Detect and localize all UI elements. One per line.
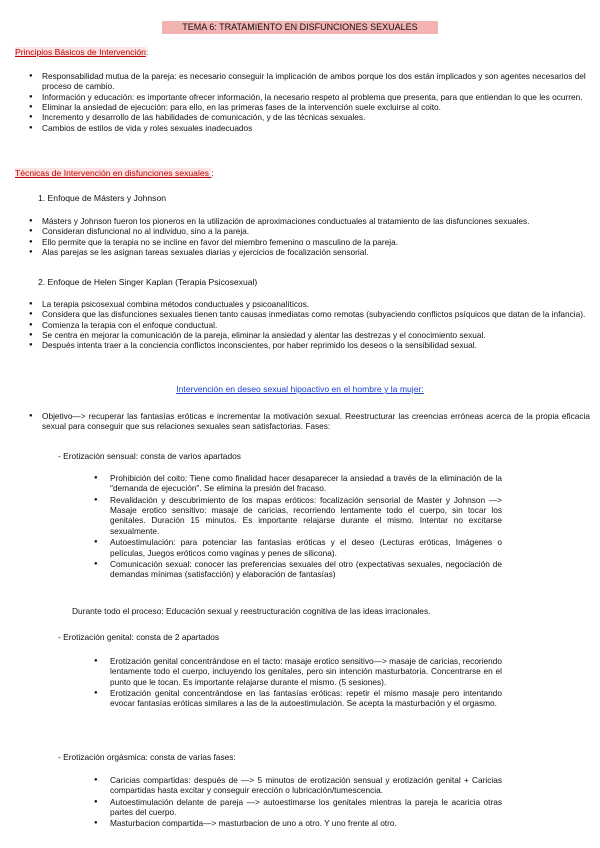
tecnicas-heading-colon: : — [211, 168, 214, 178]
kaplan-subheading: 2. Enfoque de Helen Singer Kaplan (Terapia Psicosexual) — [38, 277, 258, 287]
masters-subheading: 1. Enfoque de Másters y Johnson — [38, 193, 167, 203]
deseo-heading-colon: : — [421, 384, 424, 394]
page-title: TEMA 6: TRATAMIENTO EN DISFUNCIONES SEXUALES — [162, 21, 438, 34]
tecnicas-heading-text: Técnicas de Intervención en disfunciones sexuales — [15, 168, 212, 178]
genital-list — [92, 656, 502, 710]
list-item: ● Erotización genital concentrándose en el tacto: masaje erotico sensitivo—> masaje de caricias, recoriendo lentamente todo el cuerpo, incluyendo los genitales, pero sin intención masturbatoria. Concentrarse en el punto que le tocan. Es importante relajarse durante el mismo. (5 sesiones). — [92, 656, 502, 687]
list-item: ● Responsabilidad mutua de la pareja: es necesario conseguir la implicación de ambos porque los dos están implicados y son agentes necesarios del proceso de cambio. — [28, 71, 588, 92]
sensual-label: - Erotización sensual: consta de varios apartados — [58, 451, 241, 461]
list-item: ● Objetivo—> recuperar las fantasías eróticas e incrementar la motivación sexual. Reestructurar las creencias erróneas acerca de la propia eficacia sexual para conseguir que sus relaciones sexuales sean satisfactorias. Fases: — [28, 411, 590, 432]
list-item: ● Se centra en mejorar la comunicación de la pareja, eliminar la ansiedad y alentar las destrezas y el conocimiento sexual. — [28, 330, 588, 340]
list-item: ● Autoestimulación: para potenciar las fantasías eróticas y el deseo (Lecturas eróticas, Imágenes o películas, Juegos eróticos como vaginas y penes de silicona). — [92, 537, 502, 558]
principios-heading-text: Principios Básicos de Intervención — [15, 47, 146, 57]
list-item: ● Considera que las disfunciones sexuales tienen tanto causas inmediatas como remotas (subyaciendo conflictos psíquicos que datan de la infancia). — [28, 309, 588, 319]
list-item: ● Eliminar la ansiedad de ejecución: para ello, en las primeras fases de la intervención suele excluirse al coito. — [28, 102, 588, 112]
list-item: ● La terapia psicosexual combina métodos conductuales y psicoanalíticos. — [28, 299, 588, 309]
tecnicas-heading — [15, 168, 214, 179]
genital-label: - Erotización genital: consta de 2 apartados — [58, 632, 220, 642]
principios-list — [28, 71, 588, 133]
durante-note: Durante todo el proceso: Educación sexual y reestructuración cognitiva de las ideas irracionales. — [72, 606, 431, 616]
list-item: ● Prohibición del coito: Tiene como finalidad hacer desaparecer la ansiedad a través de la eliminación de la "demanda de ejecución". Se elimina la presión del fracaso. — [92, 473, 502, 494]
list-item: ● Incremento y desarrollo de las habilidades de comunicación, y de las técnicas sexuales. — [28, 112, 588, 122]
orgasmica-list — [92, 775, 502, 830]
list-item: ● Comienza la terapia con el enfoque conductual. — [28, 320, 588, 330]
list-item: ● Erotización genital concentrándose en las fantasías eróticas: repetir el mismo masaje pero intentando evocar fantasías eróticas similares a las de la autoestimulación. Se acepta la masturbación y el orgasmo. — [92, 688, 502, 709]
list-item: ● Alas parejas se les asignan tareas sexuales diarias y ejercicios de focalización sensorial. — [28, 247, 588, 257]
sensual-list — [92, 473, 502, 581]
objetivo-list — [28, 411, 590, 432]
masters-list — [28, 216, 588, 257]
principios-heading — [15, 47, 148, 58]
list-item: ● Cambios de estilos de vida y roles sexuales inadecuados — [28, 123, 588, 133]
list-item: ● Comunicación sexual: conocer las preferencias sexuales del otro (expectativas sexuales, negociación de demandas mínimas (satisfacción) y elaboración de fantasías) — [92, 559, 502, 580]
list-item: ● Revalidación y descubrimiento de los mapas eróticos: focalización sensorial de Master y Johnson —> Masaje erotico sensitivo: masaje de caricias, recorriendo lentamente todo el cuerpo, sin tocar los genitales. Duración 15 minutos. Es importante relajarse durante el mismo. Intentar no excitarse sexualmente. — [92, 495, 502, 536]
principios-heading-colon: : — [145, 47, 149, 57]
list-item: ● Información y educación: es importante ofrecer información, la necesario respeto al problema que presenta, para que entiendan lo que les ocurren. — [28, 92, 588, 102]
list-item: ● Caricias compartidas: después de —> 5 minutos de erotización sensual y erotización genital + Caricias compartidas hasta excitar y conseguir erección o lubricación/tumescencia. — [92, 775, 502, 796]
list-item: ● Autoestimulación delante de pareja —> autoestimarse los genitales mientras la pareja le acaricia otras partes del cuerpo. — [92, 797, 502, 818]
list-item: ● Masturbacion compartida—> masturbacion de uno a otro. Y uno frente al otro. — [92, 818, 502, 828]
orgasmica-label: - Erotización orgásmica: consta de varias fases: — [58, 752, 236, 762]
list-item: ● Consideran disfuncional no al individuo, sino a la pareja. — [28, 226, 588, 236]
list-item: ● Después intenta traer a la conciencia conflictos inconscientes, por haber reprimido los deseos o la sensibilidad sexual. — [28, 340, 588, 350]
kaplan-list — [28, 299, 588, 351]
deseo-heading-text[interactable]: Intervención en deseo sexual hipoactivo en el hombre y la mujer — [176, 384, 422, 394]
list-item: ● Másters y Johnson fueron los pioneros en la utilización de aproximaciones conductuales al tratamiento de las disfunciones sexuales. — [28, 216, 588, 226]
list-item: ● Ello permite que la terapia no se incline en favor del miembro femenino o masculino de la pareja. — [28, 237, 588, 247]
deseo-heading[interactable] — [0, 384, 600, 395]
